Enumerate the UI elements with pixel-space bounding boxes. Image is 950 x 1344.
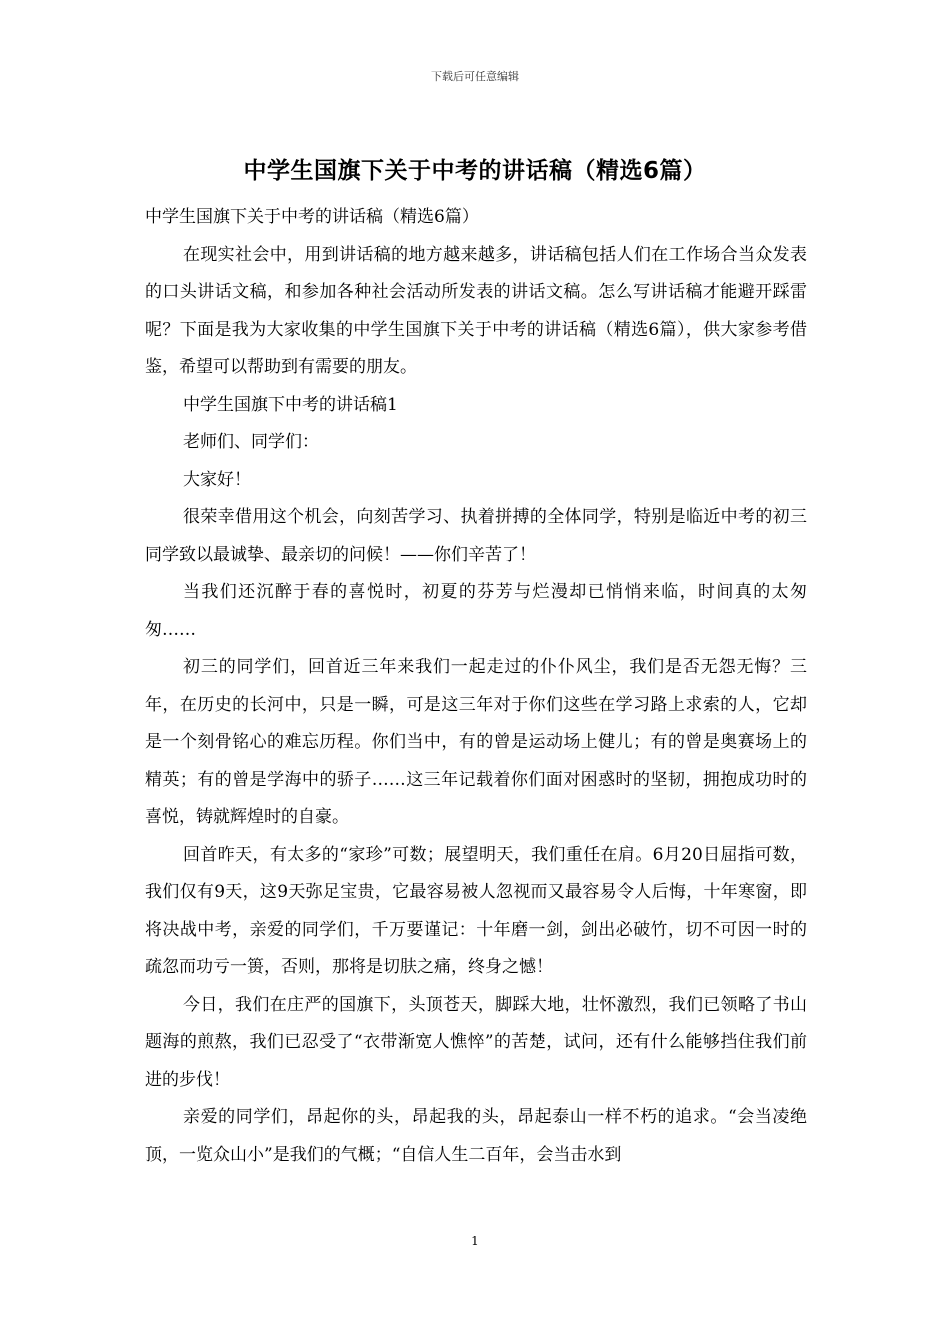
paragraph: 中学生国旗下关于中考的讲话稿（精选6篇） [145,207,479,227]
document-body [145,199,807,1174]
paragraph: 亲爱的同学们，昂起你的头，昂起我的头，昂起泰山一样不朽的追求。“会当凌绝顶，一览众山小”是我们的气概；“自信人生二百年，会当击水到 [145,1107,807,1165]
paragraph: 当我们还沉醉于春的喜悦时，初夏的芬芳与烂漫却已悄悄来临，时间真的太匆匆…… [145,582,807,640]
paragraph: 老师们、同学们： [183,432,319,452]
paragraph: 在现实社会中，用到讲话稿的地方越来越多，讲话稿包括人们在工作场合当众发表的口头讲话文稿，和参加各种社会活动所发表的讲话文稿。怎么写讲话稿才能避开踩雷呢？下面是我为大家收集的中学生国旗下关于中考的讲话稿（精选6篇），供大家参考借鉴，希望可以帮助到有需要的朋友。 [145,244,807,377]
document-title: 中学生国旗下关于中考的讲话稿（精选6篇） [243,158,707,184]
paragraph: 初三的同学们，回首近三年来我们一起走过的仆仆风尘，我们是否无怨无悔？三年，在历史的长河中，只是一瞬，可是这三年对于你们这些在学习路上求索的人，它却是一个刻骨铭心的难忘历程。你们当中，有的曾是运动场上健儿；有的曾是奥赛场上的精英；有的曾是学海中的骄子……这三年记载着你们面对困惑时的坚韧，拥抱成功时的喜悦，铸就辉煌时的自豪。 [145,657,807,827]
paragraph: 中学生国旗下中考的讲话稿1 [183,394,398,415]
paragraph: 回首昨天，有太多的“家珍”可数；展望明天，我们重任在肩。6月20日屈指可数，我们仅有9天，这9天弥足宝贵，它最容易被人忽视而又最容易令人后悔，十年寒窗，即将决战中考，亲爱的同学们，千万要谨记：十年磨一剑，剑出必破竹，切不可因一时的疏忽而功亏一篑，否则，那将是切肤之痛，终身之憾！ [145,844,807,977]
paragraph: 今日，我们在庄严的国旗下，头顶苍天，脚踩大地，壮怀激烈，我们已领略了书山题海的煎熬，我们已忍受了“衣带渐宽人憔悴”的苦楚，试问，还有什么能够挡住我们前进的步伐！ [145,994,807,1090]
page-number: 1 [471,1234,479,1248]
paragraph: 大家好！ [183,469,251,490]
header-note: 下载后可任意编辑 [431,70,519,83]
paragraph: 很荣幸借用这个机会，向刻苦学习、执着拼搏的全体同学，特别是临近中考的初三同学致以最诚挚、最亲切的问候！——你们辛苦了！ [145,507,807,565]
